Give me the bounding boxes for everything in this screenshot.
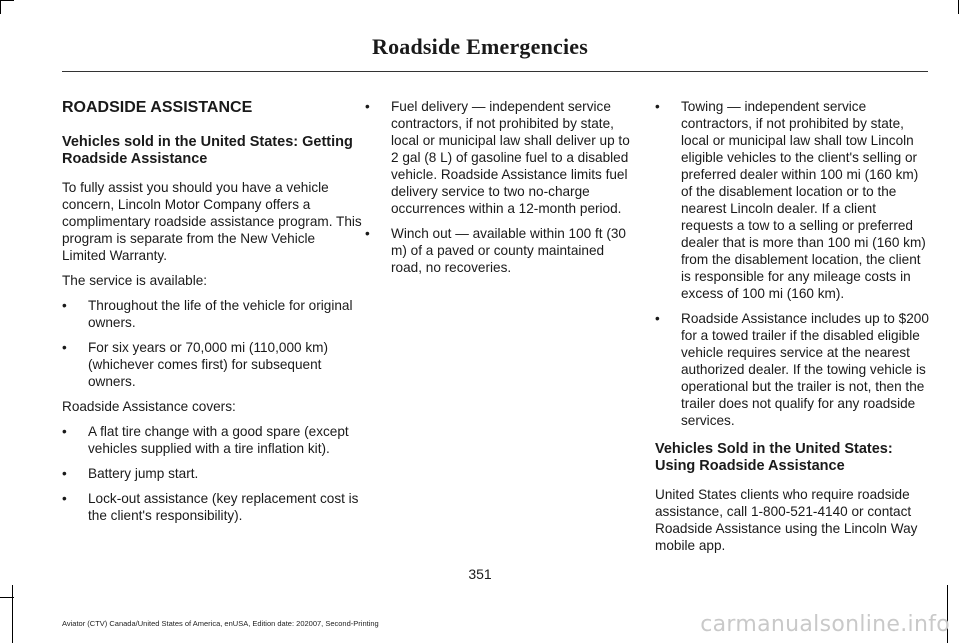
crop-mark bbox=[0, 0, 14, 1]
covers-list-continued bbox=[365, 98, 635, 276]
service-list bbox=[62, 297, 362, 390]
crop-mark bbox=[12, 585, 13, 643]
list-item: • Winch out — available within 100 ft (30 m) of a paved or county maintained road, no recoveries. bbox=[365, 225, 635, 276]
page-number: 351 bbox=[468, 566, 492, 582]
list-item: • For six years or 70,000 mi (110,000 km) (whichever comes first) for subsequent owners. bbox=[62, 339, 362, 390]
watermark: carmanualsonline.info bbox=[700, 612, 950, 637]
column-right bbox=[655, 98, 930, 562]
crop-mark bbox=[0, 597, 14, 598]
crop-mark bbox=[0, 0, 1, 14]
page-title: Roadside Emergencies bbox=[371, 34, 589, 59]
list-item: • Lock-out assistance (key replacement cost is the client's responsibility). bbox=[62, 490, 362, 524]
header-rule bbox=[62, 71, 928, 72]
edition-footer: Aviator (CTV) Canada/United States of America, enUSA, Edition date: 202007, Second-Printing bbox=[62, 619, 379, 628]
covers-list-continued-2 bbox=[655, 98, 930, 429]
covers-list bbox=[62, 423, 362, 524]
crop-mark bbox=[958, 0, 959, 14]
service-label: The service is available: bbox=[62, 273, 208, 288]
list-item: • A flat tire change with a good spare (except vehicles supplied with a tire inflation kit). bbox=[62, 423, 362, 457]
subheading-using-assistance: Vehicles Sold in the United States: Using Roadside Assistance bbox=[655, 441, 893, 474]
column-left bbox=[62, 98, 362, 532]
intro-paragraph: To fully assist you should you have a vehicle concern, Lincoln Motor Company offers a complimentary roadside assistance program. This program is separate from the New Vehicle Limited Warranty. bbox=[62, 180, 362, 263]
contact-paragraph: United States clients who require roadside assistance, call 1-800-521-4140 or contact Roadside Assistance using the Lincoln Way mobile app. bbox=[655, 487, 918, 553]
covers-label: Roadside Assistance covers: bbox=[62, 399, 236, 414]
list-item: • Roadside Assistance includes up to $200 for a towed trailer if the disabled eligible vehicle requires service at the nearest authorized dealer. If the towing vehicle is operational but the trailer is not, then the trailer does not qualify for any roadside services. bbox=[655, 310, 930, 429]
list-item: • Throughout the life of the vehicle for original owners. bbox=[62, 297, 362, 331]
list-item: • Towing — independent service contractors, if not prohibited by state, local or municipal law shall tow Lincoln eligible vehicles to the client's selling or preferred dealer within 100 mi (160 km) of the disablement location or to the nearest Lincoln dealer. If a client requests a tow to a selling or preferred dealer that is more than 100 mi (160 km) from the disablement location, the client is responsible for any mileage costs in excess of 100 mi (160 km). bbox=[655, 98, 930, 302]
list-item: • Battery jump start. bbox=[62, 465, 362, 482]
list-item: • Fuel delivery — independent service contractors, if not prohibited by state, local or municipal law shall deliver up to 2 gal (8 L) of gasoline fuel to a disabled vehicle. Roadside Assistance limits fuel delivery service to two no-charge occurrences within a 12-month period. bbox=[365, 98, 635, 217]
section-heading: ROADSIDE ASSISTANCE bbox=[62, 99, 253, 116]
subheading-getting-assistance: Vehicles sold in the United States: Getting Roadside Assistance bbox=[62, 134, 353, 167]
column-middle bbox=[365, 98, 635, 284]
